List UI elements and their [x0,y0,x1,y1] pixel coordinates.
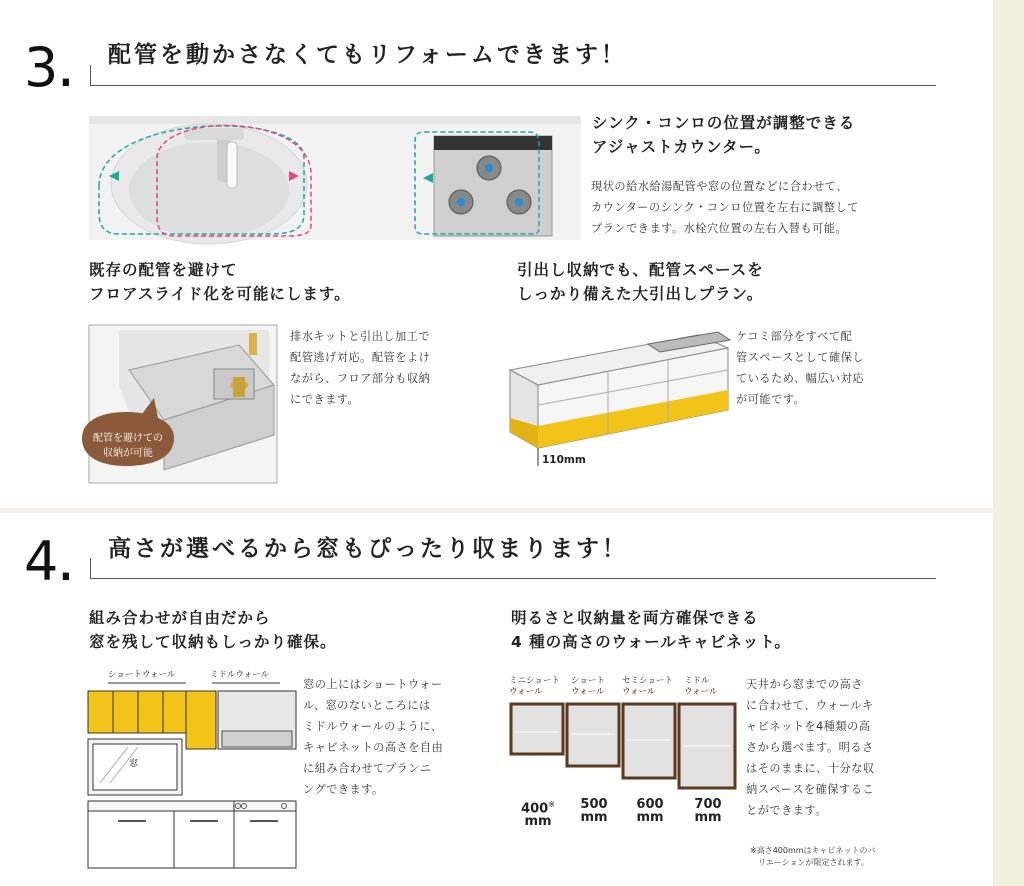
section-3-number: 3. [24,31,74,101]
window-label: 窓 [129,759,139,769]
wall-cabinet-description: 天井から窓までの高さ に合わせて、ウォールキ ャビネットを4種類の高 さから選べます。明るさ はそのままに、十分な収 納スペースを確保するこ とができます。 [746,678,875,817]
drawer-heading: 引出し収納でも、配管スペースを しっかり備えた大引出しプラン。 [517,261,764,303]
counter-photo [89,116,581,240]
section-4-title: 高さが選べるから窓もぴったり収まります！ [108,536,628,562]
title-tick [90,558,91,578]
combo-illustration [88,683,296,868]
floor-slide-description: 排水キットと引出し加工で 配管逃げ対応。配管をよけ ながら、フロア部分も収納 にできます。 [290,330,431,406]
section-4-rule [90,578,936,579]
drawer-dimension: 110mm [542,454,586,466]
section-3-title: 配管を動かさなくてもリフォームできます！ [108,42,627,68]
section-3-rule [90,85,936,86]
bubble-text: 配管を避けての 収納が可能 [93,433,163,459]
cabinet-type-short: ショート ウォール [571,676,605,697]
cabinet-type-mini-short: ミニショート ウォール [509,676,560,697]
section-separator [0,508,993,513]
label-middle-wall: ミドルウォール [210,670,269,680]
combo-description: 窓の上にはショートウォー ル、窓のないところには ミドルウォールのように、 キャビネットの高さを自由 に組み合わせてプランニ ングできます。 [303,678,444,796]
height-500: 500 mm [580,797,608,825]
cabinet-type-middle: ミドル ウォール [684,676,718,697]
height-600: 600 mm [636,797,664,825]
height-400: 400※ mm [521,800,555,830]
combo-heading: 組み合わせが自由だから 窓を残して収納もしっかり確保。 [89,609,337,651]
section-4-number: 4. [24,525,74,595]
title-tick [90,65,91,85]
label-short-wall: ショートウォール [108,670,176,680]
cabinet-type-semi-short: セミショート ウォール [622,676,673,697]
drawer-description: ケコミ部分をすべて配 管スペースとして確保し ているため、幅広い対応 が可能です。 [736,330,865,406]
counter-heading: シンク・コンロの位置が調整できる アジャストカウンター。 [592,114,856,156]
wall-cabinet-heading: 明るさと収納量を両方確保できる 4 種の高さのウォールキャビネット。 [511,609,791,651]
floor-slide-heading: 既存の配管を避けて フロアスライド化を可能にします。 [89,261,351,303]
counter-description: 現状の給水給湯配管や窓の位置などに合わせて、 カウンターのシンク・コンロ位置を左右に調整して プランできます。水栓穴位置の左右入替も可能。 [591,180,859,235]
side-band [993,0,1024,886]
height-700: 700 mm [694,797,722,825]
cabinet-illustration [509,702,739,790]
drawer-illustration [508,330,730,470]
wall-cabinet-note: ※高さ400mmはキャビネットのバ リエーションが限定されます。 [750,846,876,867]
